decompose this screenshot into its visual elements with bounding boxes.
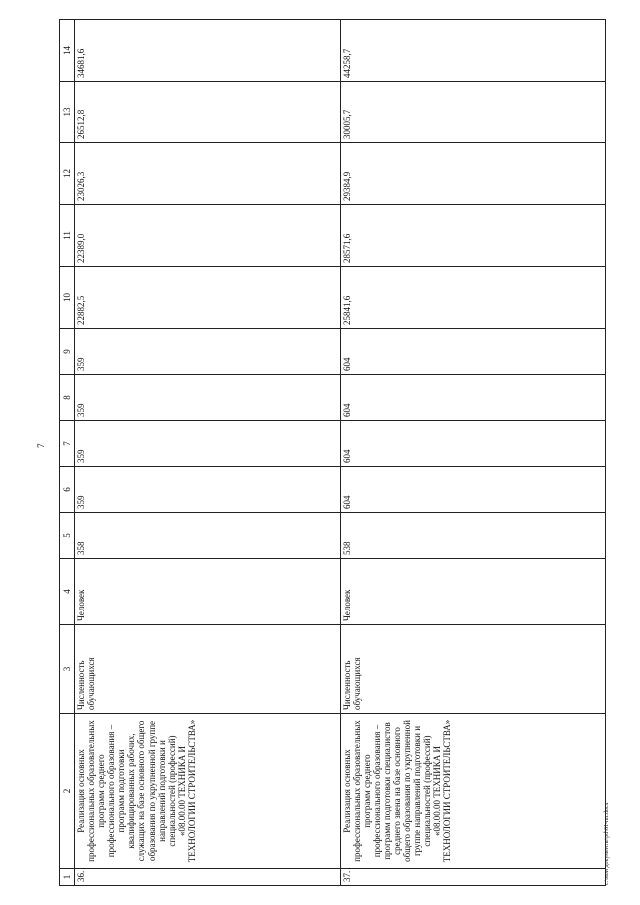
header-cell: 5	[60, 513, 75, 559]
row-unit: Человек	[340, 559, 606, 625]
row-unit: Человек	[75, 559, 341, 625]
header-cell: 1	[60, 869, 75, 886]
row-indicator: Численность обучающихся	[340, 625, 606, 714]
row-name: Реализация основных профессиональных образовательных программ среднего профессионального образования – программ подготовки специалистов среднего звена на базе основного общего образования по укрупненной группе направлений подготовки и специальностей (профессий) «08.00.00 ТЕХНИКА И ТЕХНОЛОГИИ СТРОИТЕЛЬСТВА»	[340, 714, 606, 869]
row-value: 44258,7	[340, 20, 606, 82]
table-row	[75, 20, 341, 886]
row-value: 29384,9	[340, 143, 606, 205]
row-number: 36.	[75, 869, 341, 886]
row-value: 604	[340, 467, 606, 513]
row-value: 538	[340, 513, 606, 559]
row-value: 23026,3	[75, 143, 341, 205]
row-value: 358	[75, 513, 341, 559]
row-value: 359	[75, 467, 341, 513]
row-value: 25841,6	[340, 267, 606, 329]
row-value: 26512,8	[75, 82, 341, 143]
row-value: 359	[75, 421, 341, 467]
row-value: 34681,6	[75, 20, 341, 82]
row-number: 37.	[340, 869, 606, 886]
header-cell: 13	[60, 82, 75, 143]
header-cell: 4	[60, 559, 75, 625]
header-cell: 2	[60, 714, 75, 869]
row-value: 359	[75, 329, 341, 375]
row-value: 359	[75, 375, 341, 421]
header-cell: 9	[60, 329, 75, 375]
row-value: 30005,7	[340, 82, 606, 143]
row-value: 604	[340, 421, 606, 467]
header-cell: 7	[60, 421, 75, 467]
data-table	[59, 19, 606, 886]
row-value: 22882,5	[75, 267, 341, 329]
row-value: 604	[340, 329, 606, 375]
header-cell: 12	[60, 143, 75, 205]
header-row	[60, 20, 75, 886]
row-value: 604	[340, 375, 606, 421]
row-value: 28571,6	[340, 205, 606, 267]
header-cell: 11	[60, 205, 75, 267]
footer-file-path: c:\мои документы\pd\61-пп.docx	[604, 802, 610, 885]
row-name: Реализация основных профессиональных образовательных программ среднего профессионального образования – программ подготовки квалифицированных рабочих, служащих на базе основного общего образования по укрупненной группе направлений подготовки и специальностей (профессий) «08.00.00 ТЕХНИКА И ТЕХНОЛОГИИ СТРОИТЕЛЬСТВА»	[75, 714, 341, 869]
header-cell: 6	[60, 467, 75, 513]
page-number: 7	[36, 443, 46, 448]
header-cell: 14	[60, 20, 75, 82]
table-row	[340, 20, 606, 886]
row-value: 22389,0	[75, 205, 341, 267]
header-cell: 3	[60, 625, 75, 714]
header-cell: 10	[60, 267, 75, 329]
header-cell: 8	[60, 375, 75, 421]
row-indicator: Численность обучающихся	[75, 625, 341, 714]
